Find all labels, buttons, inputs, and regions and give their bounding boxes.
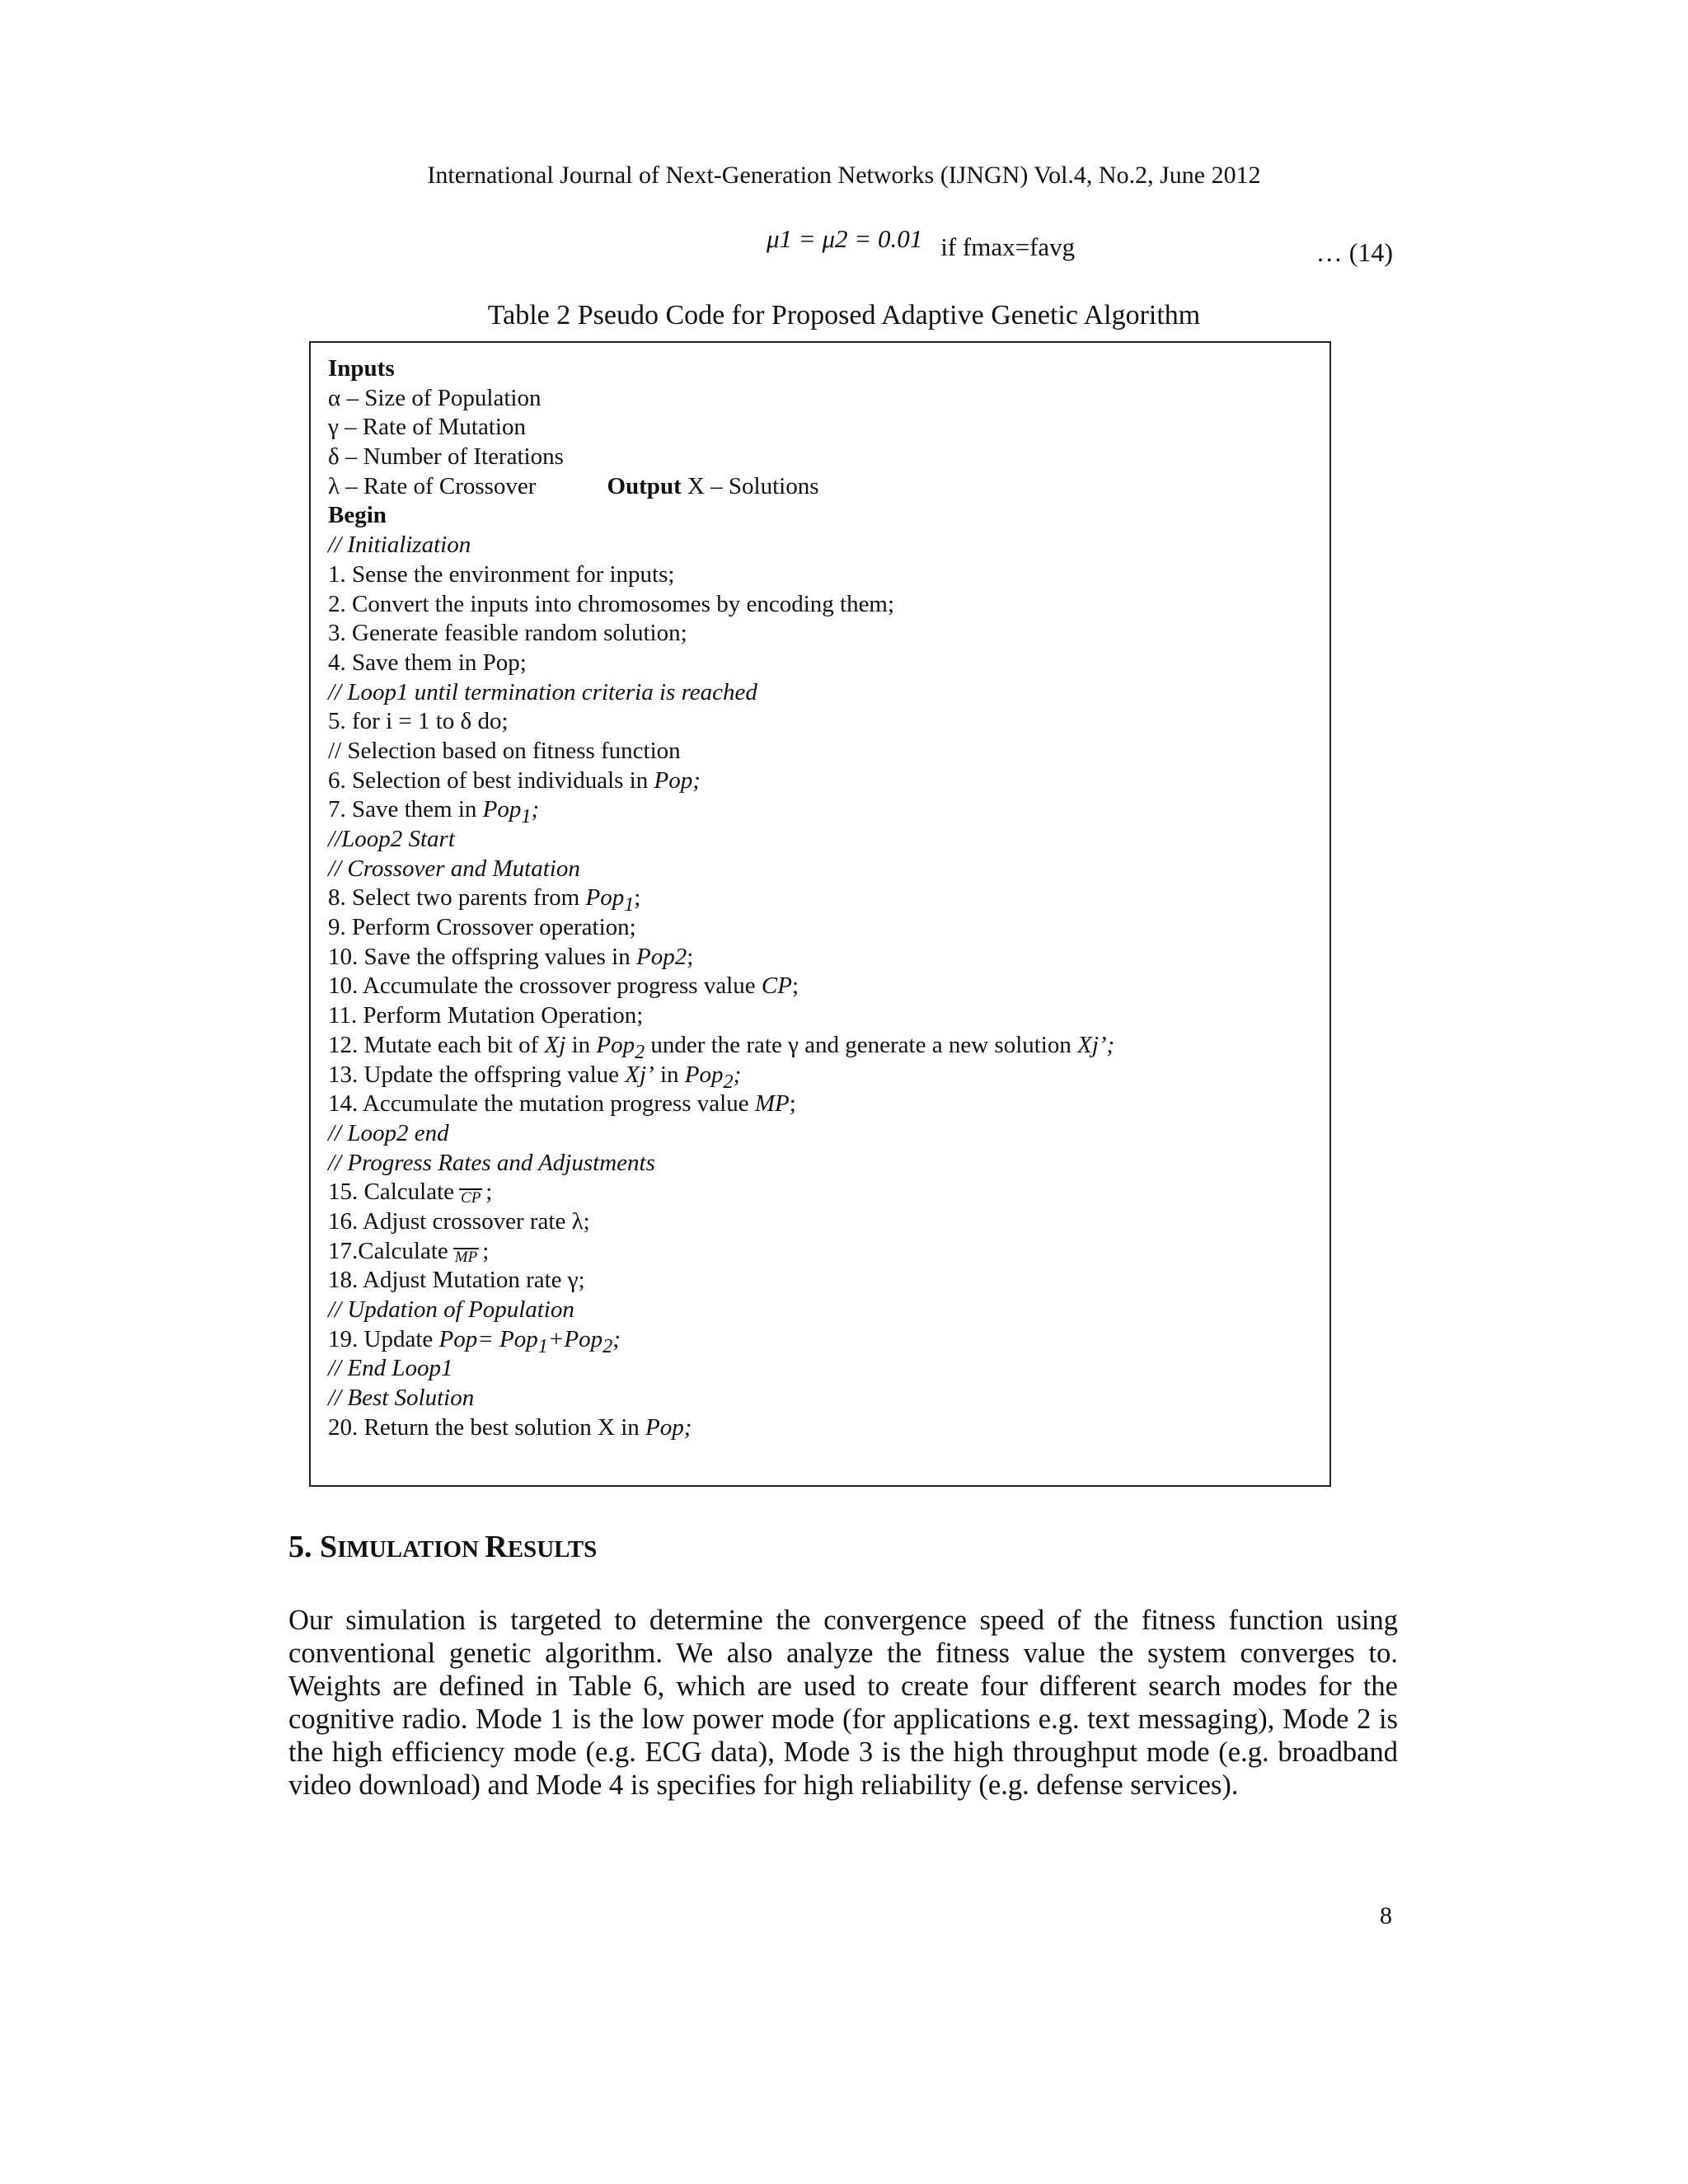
- code-text: ;: [733, 1061, 742, 1088]
- code-text: ;: [485, 1179, 493, 1206]
- heading-letter: R: [485, 1530, 508, 1564]
- code-var: Pop;: [654, 766, 701, 794]
- code-text: 13. Update the offspring value: [328, 1061, 626, 1088]
- equation-14: [767, 224, 1076, 261]
- code-text: 10. Save the offspring values in: [328, 943, 636, 970]
- code-var: MP: [754, 1090, 790, 1118]
- code-var: Pop: [684, 1061, 724, 1088]
- code-subscript: 2: [603, 1334, 613, 1357]
- equation-lhs: μ1 = μ2 = 0.01: [767, 224, 923, 253]
- code-var: CP: [761, 972, 792, 1000]
- code-var: Xj’;: [1077, 1031, 1115, 1058]
- code-text: 19. Update: [328, 1325, 439, 1352]
- code-text: ;: [789, 1090, 796, 1118]
- code-line: [328, 1237, 1114, 1267]
- code-var: Pop;: [645, 1413, 692, 1441]
- page-number: 8: [1380, 1902, 1392, 1929]
- code-line: [328, 1178, 1114, 1207]
- output-label: Output: [607, 472, 682, 499]
- section-heading: [288, 1529, 597, 1565]
- code-line: [328, 766, 1114, 796]
- overline-cp: CP: [461, 1189, 481, 1207]
- code-line: 18. Adjust Mutation rate γ;: [328, 1267, 585, 1294]
- code-text: in: [565, 1031, 597, 1058]
- code-line: [328, 1090, 1114, 1119]
- heading-smallcaps: ESULTS: [507, 1536, 598, 1563]
- output-spec: [607, 472, 818, 502]
- code-line: α – Size of Population: [328, 384, 542, 411]
- code-line: [328, 943, 1114, 972]
- code-line: γ – Rate of Mutation: [328, 414, 526, 441]
- code-text: 17.Calculate: [328, 1237, 448, 1264]
- code-line: [328, 1061, 1114, 1093]
- code-text: ;: [482, 1237, 490, 1264]
- input-crossover: λ – Rate of Crossover: [328, 472, 537, 499]
- heading-smallcaps: IMULATION: [337, 1536, 485, 1563]
- code-var: Pop: [482, 796, 522, 823]
- body-paragraph: Our simulation is targeted to determine the convergence speed of the fitness function using conventional genetic algorithm. We also analyze the fitness value the system converges to. Weights are defined in Table 6, which are used to create four different search modes for the cognitive radio. Mode 1 is the low power mode (for applications e.g. text messaging), Mode 2 is the high efficiency mode (e.g. ECG data), Mode 3 is the high throughput mode (e.g. broadband video download) and Mode 4 is specifies for high reliability (e.g. defense services).: [288, 1605, 1398, 1801]
- code-text: 14. Accumulate the mutation progress value: [328, 1090, 755, 1118]
- code-text: 7. Save them in: [328, 796, 483, 823]
- code-subscript: 1: [537, 1334, 548, 1357]
- code-line: [328, 501, 1114, 531]
- code-line: 9. Perform Crossover operation;: [328, 914, 636, 941]
- code-comment: // End Loop1: [328, 1355, 453, 1382]
- code-subscript: 1: [624, 893, 635, 916]
- code-text: 10. Accumulate the crossover progress value: [328, 972, 762, 1000]
- code-line: 2. Convert the inputs into chromosomes by encoding them;: [328, 590, 895, 617]
- code-text: 15. Calculate: [328, 1179, 455, 1206]
- code-text: 12. Mutate each bit of: [328, 1031, 545, 1058]
- pseudocode-lines: [328, 354, 1114, 1442]
- code-subscript: 1: [521, 805, 532, 828]
- code-subscript: 2: [635, 1040, 645, 1063]
- code-comment: // Initialization: [328, 532, 471, 559]
- inputs-label: Inputs: [328, 355, 395, 382]
- code-line: 16. Adjust crossover rate λ;: [328, 1207, 590, 1235]
- running-header: International Journal of Next-Generation Networks (IJNGN) Vol.4, No.2, June 2012: [427, 162, 1261, 189]
- code-var: Pop2: [635, 943, 687, 970]
- code-line: [328, 795, 1114, 828]
- equation-condition: if fmax=favg: [940, 232, 1076, 261]
- code-line: [328, 472, 1114, 502]
- code-line: [328, 1325, 1114, 1355]
- output-text: X – Solutions: [681, 472, 819, 499]
- code-text: 8. Select two parents from: [328, 884, 586, 912]
- code-line: δ – Number of Iterations: [328, 443, 564, 471]
- code-comment: // Progress Rates and Adjustments: [328, 1149, 655, 1176]
- code-text: in: [654, 1061, 685, 1088]
- code-line: [328, 972, 1114, 1001]
- equation-number: … (14): [1315, 237, 1393, 267]
- code-var: Pop: [596, 1031, 635, 1058]
- code-var: Pop: [585, 884, 625, 912]
- code-text: ;: [634, 884, 641, 912]
- code-var: +Pop: [547, 1325, 603, 1352]
- code-text: 6. Selection of best individuals in: [328, 766, 654, 794]
- code-comment: // Crossover and Mutation: [328, 855, 580, 882]
- begin-label: Begin: [328, 502, 387, 529]
- code-text: ;: [531, 796, 540, 823]
- code-line: 11. Perform Mutation Operation;: [328, 1002, 644, 1029]
- code-line: [328, 354, 1114, 384]
- overline-mp: MP: [454, 1248, 478, 1266]
- code-text: ;: [687, 943, 694, 970]
- code-line: [328, 1031, 1114, 1061]
- code-line: 3. Generate feasible random solution;: [328, 620, 687, 647]
- heading-letter: S: [320, 1530, 338, 1564]
- code-comment: // Loop1 until termination criteria is reached: [328, 678, 757, 705]
- code-line: [328, 1413, 1114, 1443]
- code-var: Pop= Pop: [438, 1325, 538, 1352]
- code-line: 5. for i = 1 to δ do;: [328, 708, 509, 735]
- code-comment: // Best Solution: [328, 1385, 475, 1412]
- code-comment: // Selection based on fitness function: [328, 737, 681, 764]
- code-text: under the rate γ and generate a new solution: [645, 1031, 1078, 1058]
- code-line: [328, 883, 1114, 916]
- code-var: Xj: [544, 1031, 566, 1058]
- code-comment: //Loop2 Start: [328, 826, 455, 852]
- code-text: ;: [612, 1325, 621, 1352]
- code-var: Xj’: [625, 1061, 654, 1088]
- section-number: 5.: [288, 1530, 320, 1564]
- code-comment: // Updation of Population: [328, 1296, 574, 1323]
- code-line: 4. Save them in Pop;: [328, 649, 527, 676]
- code-subscript: 2: [723, 1070, 734, 1093]
- table-caption: Table 2 Pseudo Code for Proposed Adaptive Genetic Algorithm: [487, 300, 1201, 330]
- code-comment: // Loop2 end: [328, 1119, 449, 1146]
- code-line: 1. Sense the environment for inputs;: [328, 560, 675, 588]
- code-text: ;: [791, 972, 799, 1000]
- code-text: 20. Return the best solution X in: [328, 1413, 646, 1441]
